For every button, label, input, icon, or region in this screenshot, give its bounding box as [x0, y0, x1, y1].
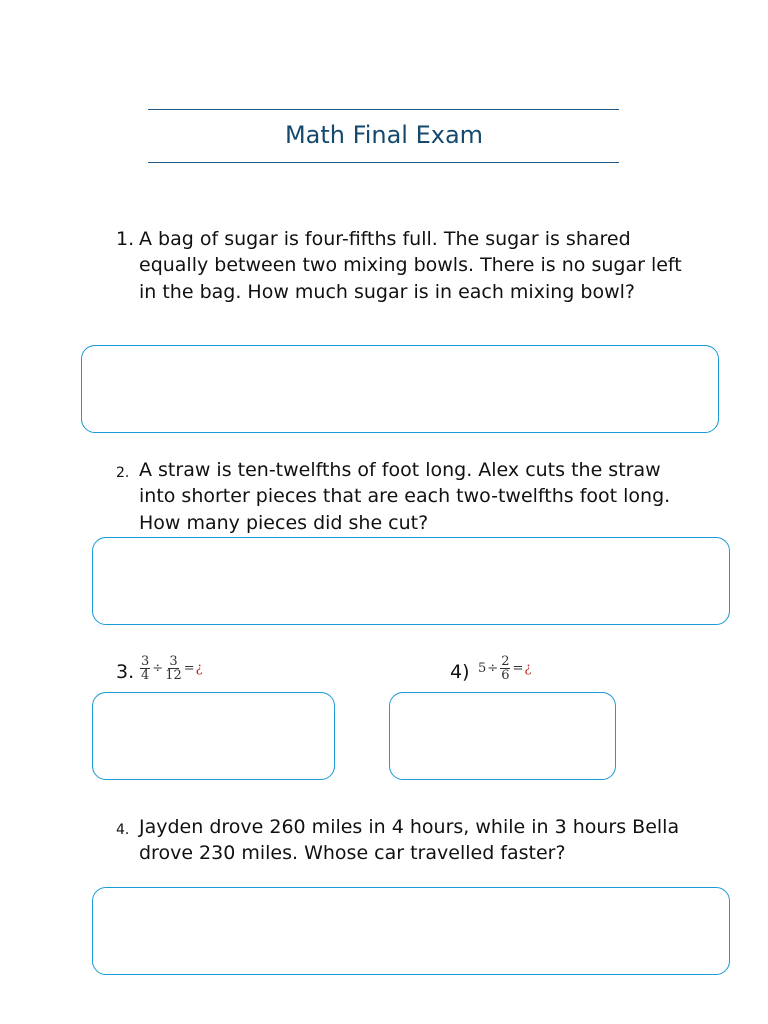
- question-2-number: 2.: [116, 465, 130, 481]
- fraction-2-6: [500, 655, 510, 682]
- expression-result: ¿: [195, 661, 203, 676]
- whole-number: 5: [478, 661, 487, 676]
- question-3-expression: [139, 655, 203, 682]
- question-3-number: 3.: [116, 661, 135, 683]
- fraction-denominator: 6: [501, 668, 510, 683]
- answer-box-4[interactable]: [389, 692, 616, 780]
- fraction-numerator: 3: [141, 654, 150, 669]
- question-5-text: Jayden drove 260 miles in 4 hours, while in 3 hours Bella drove 230 miles. Whose car travelled faster?: [139, 816, 680, 865]
- fraction-3-4: [140, 655, 150, 682]
- title-rule-top: [148, 109, 619, 110]
- fraction-numerator: 3: [169, 654, 178, 669]
- question-1-text: A bag of sugar is four-fifths full. The sugar is shared equally between two mixing bowls. There is no sugar left in the bag. How much sugar is in each mixing bowl?: [139, 228, 682, 303]
- question-1-number: 1.: [116, 228, 135, 250]
- division-sign: ÷: [152, 661, 164, 676]
- answer-box-1[interactable]: [81, 345, 719, 433]
- question-5-number: 4.: [116, 822, 130, 838]
- equals-sign: =: [183, 661, 195, 676]
- division-sign: ÷: [487, 661, 499, 676]
- fraction-denominator: 4: [141, 668, 150, 683]
- answer-box-2[interactable]: [92, 537, 730, 625]
- answer-box-3[interactable]: [92, 692, 335, 780]
- answer-box-5[interactable]: [92, 887, 730, 975]
- question-2-text: A straw is ten-twelfths of foot long. Alex cuts the straw into shorter pieces that are each two-twelfths foot long. How many pieces did she cut?: [139, 459, 671, 534]
- expression-result: ¿: [524, 661, 532, 676]
- fraction-3-12: [165, 655, 182, 682]
- title-rule-bottom: [148, 162, 619, 163]
- equals-sign: =: [512, 661, 524, 676]
- question-4-number: 4): [450, 661, 470, 683]
- fraction-numerator: 2: [501, 654, 510, 669]
- page-title: Math Final Exam: [284, 121, 484, 149]
- fraction-denominator: 12: [165, 668, 182, 683]
- question-4-expression: [478, 655, 531, 682]
